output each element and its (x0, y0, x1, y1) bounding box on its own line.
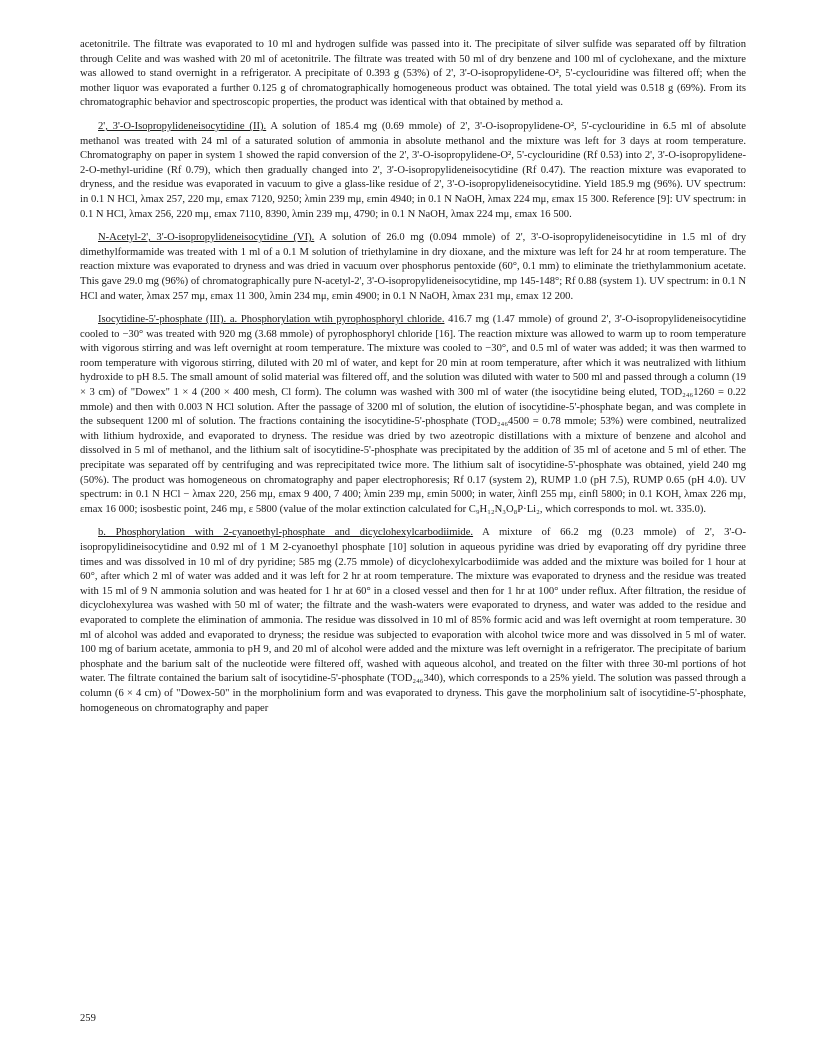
page-number: 259 (80, 1013, 96, 1024)
paragraph-1 (80, 38, 746, 111)
article-body (80, 38, 746, 725)
paragraph-phosphorylation-a (80, 313, 746, 517)
paragraph-n-acetyl (80, 231, 746, 304)
section-heading: b. Phosphorylation with 2-cyanoethyl-phosphate and dicyclohexylcarbodiimide. (98, 527, 474, 539)
paragraph-body: A solution of 26.0 mg (0.094 mmole) of 2', 3'-O-isopropylideneisocytidine in 1.5 ml of dry dimethylformamide was treated with 1 ml of a 0.1 M solution of triethylamine in dry dioxane, and the mixture was left for 24 hr at room temperature. The reaction mixture was evaporated to dryness and was dried in vacuum over phosphorus pentoxide (60°, 0.1 mm) to eliminate the triethylammonium acetate. This gave 29.0 mg (96%) of chromatographically pure N-acetyl-2', 3'-O-isopropylideneisocytidine, mp 145-148°; Rf 0.88 (system 1). UV spectrum: in 0.1 N HCl and water, λmax 257 mμ, εmax 11 300, λmin 234 mμ, εmin 4900; in 0.1 N NaOH, λmax 231 mμ, εmax 12 200. (80, 232, 746, 302)
section-heading: N-Acetyl-2', 3'-O-isopropylideneisocytidine (VI). (98, 232, 315, 244)
paragraph-isopropylideneisocytidine (80, 120, 746, 222)
paragraph-body: A mixture of 66.2 mg (0.23 mmole) of 2', 3'-O-isopropylidineisocytidine and 0.92 ml of 1 M 2-cyanoethyl phosphate [10] solution in aqueous pyridine was dried by evaporating off dry pyridine three times and was dissolved in 10 ml of dry pyridine; 585 mg (2.75 mmole) of dicyclohexylcarbodiimide was added and the mixture was boiled for 1 hour at 60°, after which 2 ml of water was added and it was left for 2 hr at room temperature. The mixture was evaporated to dryness and the residue was treated with 15 ml of 9 N ammonia solution and was heated for 1 hr at 60° in a closed vessel and then for 1 hr at 100° under reflux. After filtration, the residue of dicyclohexylurea was washed with 50 ml of water; the filtrate and the wash-waters were evaporated to dryness, and water was added to the residue and evaporated to complete the elimination of ammonia. The residue was dissolved in 10 ml of 85% formic acid and was left overnight at room temperature. 30 ml of alcohol was added and evaporated to dryness; the residue was subjected to evaporation with alcohol twice more and was dissolved in 5 ml of water. 100 mg of barium acetate, ammonia to pH 9, and 20 ml of alcohol were added and the mixture was left overnight in a refrigerator. The precipitate of barium phosphate and the barium salt of the nucleotide were filtered off, washed with aqueous alcohol, and treated on the filter with three 30-ml portions of hot water. The filtrate contained the barium salt of isocytidine-5'-phosphate (TOD₂₄₆340), which corresponds to a 25% yield. The solution was passed through a column (6 × 4 cm) of "Dowex-50" in the morpholinium form and was evaporated to dryness. This gave the morpholinium salt of isocytidine-5'-phosphate, homogeneous on chromatography and paper (80, 527, 746, 714)
paragraph-1-body: acetonitrile. The filtrate was evaporated to 10 ml and hydrogen sulfide was passed into it. The precipitate of silver sulfide was separated off by filtration through Celite and was washed with 20 ml of acetonitrile. The filtrate was treated with 50 ml of dry benzene and 100 ml of cyclohexane, and the mixture was allowed to stand overnight in a refrigerator. A precipitate of 0.393 g (53%) of 2', 3'-O-isopropylidene-O², 5'-cyclouridine was filtered off; when the mother liquor was evaporated a further 0.125 g of chromatographically homogeneous product was obtained. The total yield was 0.518 g (69%). From its chromatographic behavior and spectroscopic properties, the product was identical with that obtained by method a. (80, 39, 746, 109)
section-heading: Isocytidine-5'-phosphate (III). a. Phosphorylation wtih pyrophosphoryl chloride. (98, 314, 445, 326)
section-heading: 2', 3'-O-Isopropylideneisocytidine (II). (98, 120, 267, 132)
paragraph-body: 416.7 mg (1.47 mmole) of ground 2', 3'-O-isopropylideneisocytidine cooled to −30° was treated with 920 mg (3.68 mmole) of pyrophosphoryl chloride [16]. The reaction mixture was allowed to warm up to room temperature with vigorous stirring and was left overnight at room temperature. The mixture was cooled to −30°, and 0.5 ml of water was added; it was then warmed to room temperature with vigorous stirring, diluted with 20 ml of water, and kept for 20 min at room temperature, after which it was neutralized with lithium hydroxide to pH 8.5. The small amount of solid material was filtered off, and the solution was diluted with water to 500 ml and passed through a column (19 × 3 cm) of "Dowex" 1 × 4 (200 × 400 mesh, Cl form). The column was washed with 300 ml of water (the isocytidine being eluted, TOD₂₄₆1260 = 0.22 mmole) and then with 0.003 N HCl solution. After the passage of 3200 ml of solution, the elution of isocytidine-5'-phosphate began, and was complete in the subsequent 1200 ml of solution. The fractions containing the isocytidine-5'-phosphate (TOD₂₄₆4500 = 0.78 mmole; 53%) were combined, neutralized with lithium hydroxide, and evaporated to dryness. The residue was dried by two azeotropic distillations with a mixture of benzene and alcohol and dissolved in 5 ml of methanol, and the lithium salt of isocytidine-5'-phosphate was precipitated by the addition of 35 ml of acetone and 5 ml of ether. The precipitate was separated off by centrifuging and was reprecipitated twice more. The lithium salt of isocytidine-5'-phosphate was obtained, yield 240 mg (50%). The product was homogeneous on chromatography and paper electrophoresis; Rf 0.17 (system 2), RUMP 1.0 (pH 7.5), RUMP 0.65 (pH 4.0). UV spectrum: in 0.1 N HCl − λmax 220, 256 mμ, εmax 9 400, 7 400; λmin 239 mμ, εmin 5000; in water, λinfl 255 mμ, εinfl 5800; in 0.1 KOH, λmax 226 mμ, εmax 16 000; isosbestic point, 246 mμ, ε 5800 (value of the molar extinction calculated for C₉H₁₂N₃O₈P·Li₂, which corresponds to mol. wt. 335.0). (80, 314, 746, 515)
paragraph-body: A solution of 185.4 mg (0.69 mmole) of 2', 3'-O-isopropylidene-O², 5'-cyclouridine in 6.5 ml of absolute methanol was treated with 24 ml of a saturated solution of ammonia in absolute methanol and the mixture was left for 3 days at room temperature. Chromatography on paper in system 1 showed the rapid conversion of the 2', 3'-O-isopropylidene-O², 5'-cyclouridine (Rf 0.53) into 2', 3'-O-isopropylidene-2-O-methyl-uridine (Rf 0.79), which then gradually changed into 2', 3'-O-isopropylideneisocytidine (Rf 0.47). The reaction mixture was evaporated to dryness, and the residue was evaporated in vacuum to give a glass-like residue of 2', 3'-O-isopropylideneisocytidine. Yield 185.9 mg (96%). UV spectrum: in 0.1 N HCl, λmax 257, 220 mμ, εmax 7120, 9250; λmin 239 mμ, εmin 4940; in 0.1 N NaOH, λmax 224 mμ, εmax 15 300. Reference [9]: UV spectrum: in 0.1 N HCl, λmax 256, 220 mμ, εmax 7110, 8390, λmin 239 mμ, 4790; in 0.1 N NaOH, λmax 224 mμ, εmax 16 500. (80, 120, 746, 220)
paragraph-phosphorylation-b (80, 526, 746, 716)
